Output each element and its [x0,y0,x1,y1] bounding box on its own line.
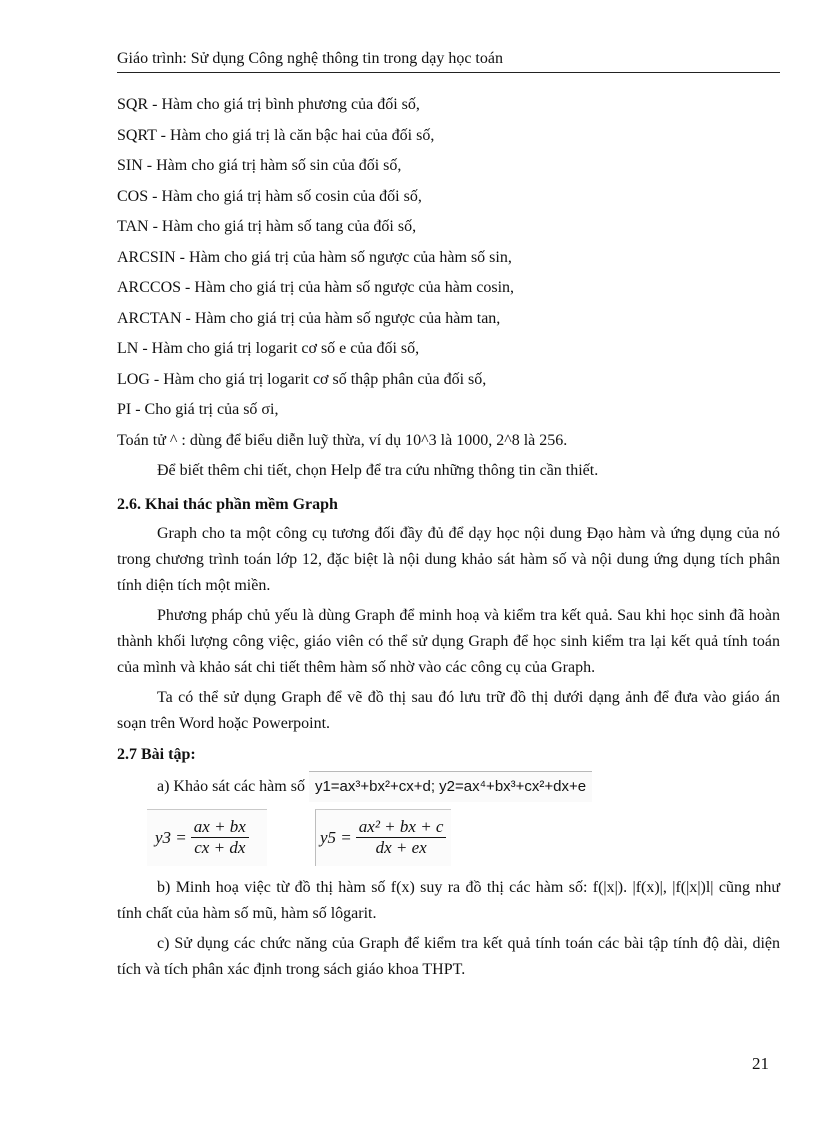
exercise-c: c) Sử dụng các chức năng của Graph để kiểm tra kết quả tính toán các bài tập tính độ dài, diện tích và tích phân xác định trong sách giáo khoa THPT. [117,934,780,978]
formula-y3-fraction [191,817,249,858]
paragraph: Ta có thể sử dụng Graph để vẽ đồ thị sau đó lưu trữ đồ thị dưới dạng ảnh để đưa vào giáo án soạn trên Word hoặc Powerpoint. [117,688,780,732]
exercise-b: b) Minh hoạ việc từ đồ thị hàm số f(x) suy ra đồ thị các hàm số: f(|x|). |f(x)|, |f(|x|)l| cũng như tính chất của hàm số mũ, hàm số lôgarit. [117,878,780,922]
function-item: SQRT - Hàm cho giá trị là căn bậc hai của đối số, [117,126,435,144]
formula-y1-y2: y1=ax³+bx²+cx+d; y2=ax⁴+bx³+cx²+dx+e [309,771,592,802]
formula-y5-denominator: dx + ex [375,838,427,857]
function-list [117,90,780,456]
help-note: Để biết thêm chi tiết, chọn Help để tra cứu những thông tin cần thiết. [157,462,599,479]
function-item: ARCCOS - Hàm cho giá trị của hàm số ngược của hàm cosin, [117,279,515,296]
section-heading-2-7: 2.7 Bài tập: [117,745,196,763]
function-item: LN - Hàm cho giá trị logarit cơ số e của đối số, [117,340,420,357]
page-content [117,90,780,985]
exercise-a-label: a) Khảo sát các hàm số [157,777,305,795]
function-item: TAN - Hàm cho giá trị hàm số tang của đối số, [117,218,417,235]
fraction-formulas [117,809,780,871]
function-item: ARCTAN - Hàm cho giá trị của hàm số ngược của hàm tan, [117,309,501,327]
formula-y3-numerator: ax + bx [191,817,249,838]
page-number: 21 [752,1054,769,1073]
exercise-a [117,771,780,801]
paragraph: Phương pháp chủ yếu là dùng Graph để minh hoạ và kiểm tra kết quả. Sau khi học sinh đã hoàn thành khối lượng công việc, giáo viên có thể sử dụng Graph để học sinh kiểm tra lại kết quả tính toán của mình và khảo sát chi tiết thêm hàm số nhờ vào các công cụ của Graph. [117,606,780,676]
function-item: SQR - Hàm cho giá trị bình phương của đối số, [117,96,420,113]
paragraph: Graph cho ta một công cụ tương đối đầy đủ để dạy học nội dung Đạo hàm và ứng dụng của nó trong chương trình toán lớp 12, đặc biệt là nội dung khảo sát hàm số và nội dung ứng dụng tích phân tính diện tích một miền. [117,524,780,594]
formula-y5-lhs: y5 = [320,827,352,847]
formula-y5-fraction [356,817,447,858]
formula-y3-lhs: y3 = [155,827,187,847]
page-header: Giáo trình: Sử dụng Công nghệ thông tin trong dạy học toán [117,49,780,73]
formula-y3 [147,809,267,866]
function-item: Toán tử ^ : dùng để biểu diễn luỹ thừa, ví dụ 10^3 là 1000, 2^8 là 256. [117,431,568,449]
formula-y5-numerator: ax² + bx + c [356,817,447,838]
function-item: SIN - Hàm cho giá trị hàm số sin của đối số, [117,157,402,174]
function-item: COS - Hàm cho giá trị hàm số cosin của đối số, [117,187,422,205]
formula-y3-denominator: cx + dx [194,838,246,857]
formula-y5 [315,809,451,866]
section-heading-2-6: 2.6. Khai thác phần mềm Graph [117,495,338,513]
function-item: LOG - Hàm cho giá trị logarit cơ số thập phân của đối số, [117,370,487,388]
function-item: PI - Cho giá trị của số σi, [117,401,279,418]
function-item: ARCSIN - Hàm cho giá trị của hàm số ngược của hàm số sin, [117,248,512,266]
